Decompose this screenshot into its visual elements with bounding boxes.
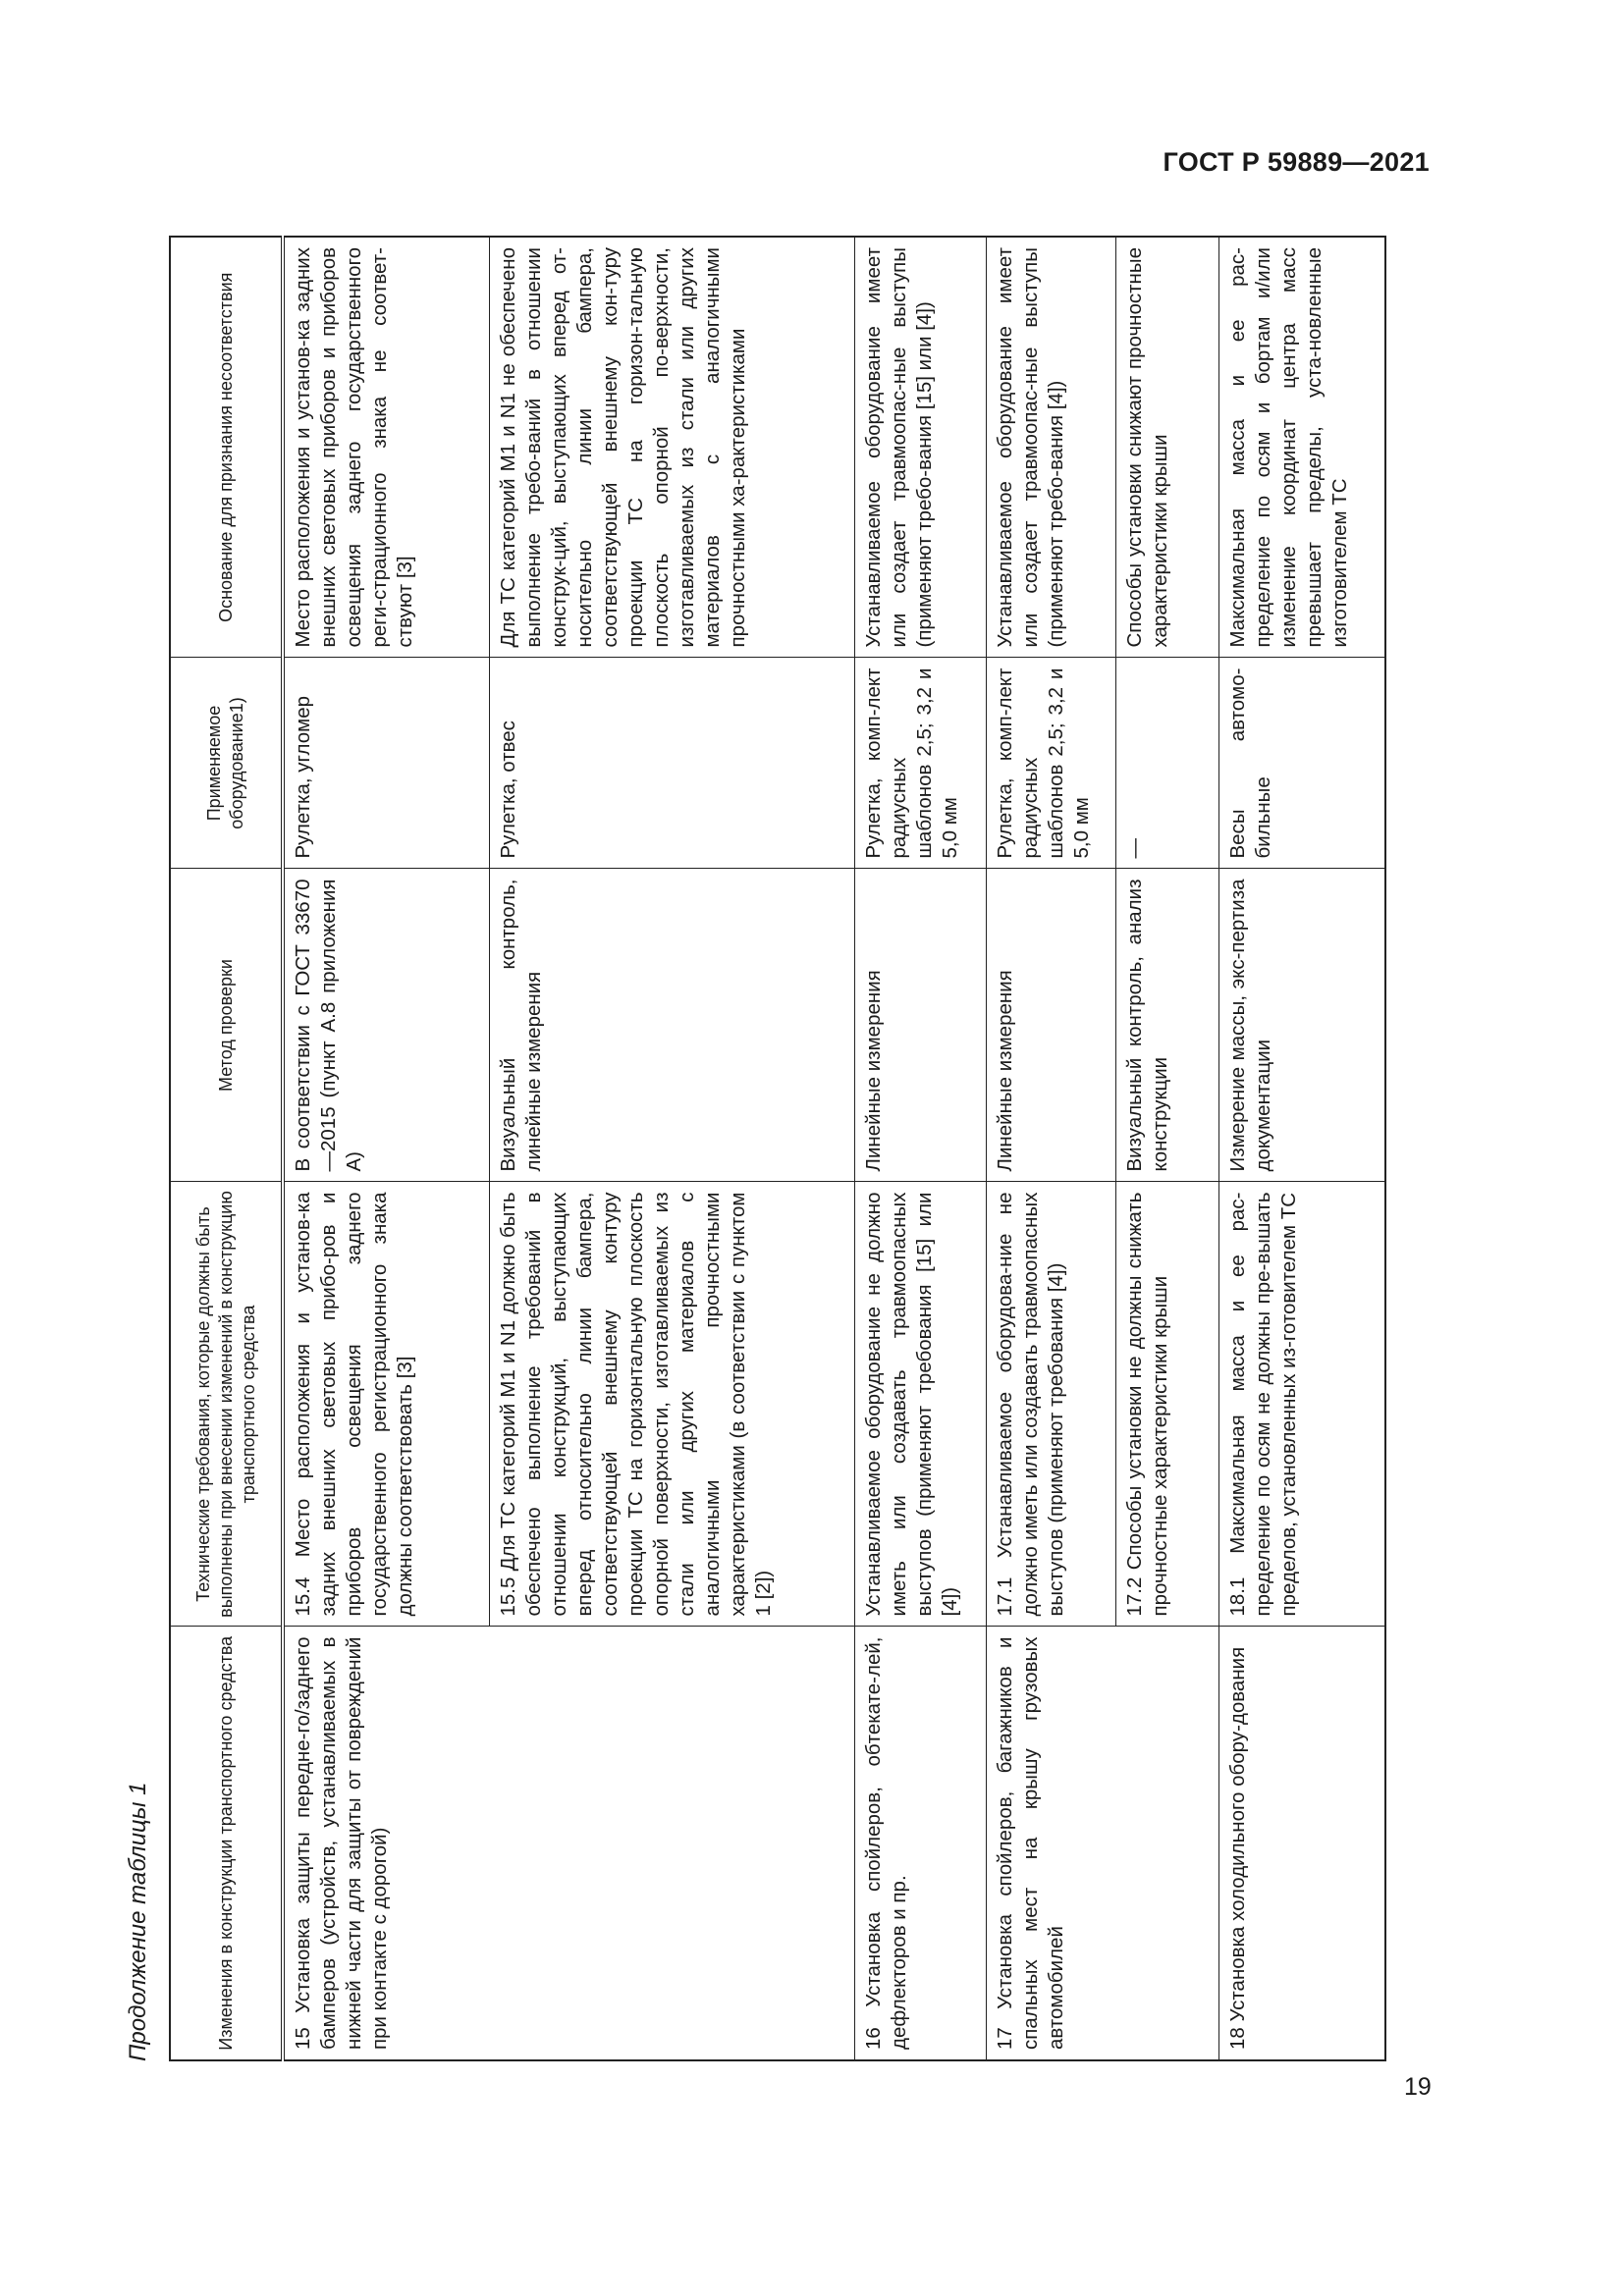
- cell-requirement: 15.4 Место расположения и установ-ка задних внешних световых прибо-ров и приборов освещения заднего государственного регистрационного знака должны соответствовать [3]: [283, 1182, 489, 1627]
- cell-method: Измерение массы, экс-пертиза документации: [1218, 869, 1385, 1182]
- cell-basis: Место расположения и установ-ка задних внешних световых приборов и приборов освещения заднего государственного реги-страционного знака не соответ-ствуют [3]: [283, 237, 489, 658]
- cell-equipment: —: [1115, 658, 1218, 869]
- cell-requirement: 17.1 Устанавливаемое оборудова-ние не должно иметь или создавать травмоопасных выступов (применяют требования [4]): [986, 1182, 1115, 1627]
- cell-basis: Способы установки снижают прочностные характеристики крыши: [1115, 237, 1218, 658]
- table-caption: Продолжение таблицы 1: [125, 1782, 151, 2061]
- cell-change: 18 Установка холодильного обору-дования: [1218, 1627, 1385, 2060]
- cell-requirement: 15.5 Для ТС категорий M1 и N1 должно быть обеспечено выполнение требований в отношении конструкций, выступающих вперед относительно линии бампера, соответствующей внешнему контуру проекции ТС на горизонтальную плоскость опорной поверхности, изготавливаемых из стали или других материалов с аналогичными прочностными характеристиками (в соответствии с пунктом 1 [2]): [489, 1182, 854, 1627]
- cell-equipment: Весы автомо-бильные: [1218, 658, 1385, 869]
- cell-requirement: 18.1 Максимальная масса и ее рас-пределение по осям не должны пре-вышать пределов, установленных из-готовителем ТС: [1218, 1182, 1385, 1627]
- rotated-table-block: [110, 216, 1416, 2061]
- cell-change: 15 Установка защиты передне-го/заднего бамперов (устройств, устанавливаемых в нижней части для защиты от повреждений при контакте с дорогой): [283, 1627, 854, 2060]
- cell-change: 16 Установка спойлеров, обтекате-лей, дефлекторов и пр.: [854, 1627, 986, 2060]
- standard-designation: ГОСТ Р 59889—2021: [1163, 147, 1430, 177]
- cell-basis: Устанавливаемое оборудование имеет или создает травмоопас-ные выступы (применяют требо-вания [4]): [986, 237, 1115, 658]
- table-row: [1218, 237, 1385, 2060]
- cell-method: Визуальный контроль, линейные измерения: [489, 869, 854, 1182]
- cell-equipment: Рулетка, комп-лект радиусных шаблонов 2,5; 3,2 и 5,0 мм: [986, 658, 1115, 869]
- table-row: [854, 237, 986, 2060]
- column-header-change: Изменения в конструкции транспортного средства: [170, 1627, 283, 2060]
- table-row: [986, 237, 1115, 2060]
- cell-equipment: Рулетка, угломер: [283, 658, 489, 869]
- cell-method: Визуальный контроль, анализ конструкции: [1115, 869, 1218, 1182]
- cell-equipment: Рулетка, комп-лект радиусных шаблонов 2,5; 3,2 и 5,0 мм: [854, 658, 986, 869]
- column-header-equipment: Применяемое оборудование1): [170, 658, 283, 869]
- cell-basis: Устанавливаемое оборудование имеет или создает травмоопас-ные выступы (применяют требо-вания [15] или [4]): [854, 237, 986, 658]
- cell-method: В соответствии с ГОСТ 33670—2015 (пункт А.8 приложения А): [283, 869, 489, 1182]
- requirements-table: [169, 236, 1386, 2061]
- cell-basis: Максимальная масса и ее рас-пределение по осям и бортам и/или изменение координат центра масс превышает пределы, уста-новленные изготовителем ТС: [1218, 237, 1385, 658]
- cell-method: Линейные измерения: [986, 869, 1115, 1182]
- table-header-row: [170, 237, 283, 2060]
- column-header-requirements: Технические требования, которые должны быть выполнены при внесении изменений в конструкцию транспортного средства: [170, 1182, 283, 1627]
- cell-equipment: Рулетка, отвес: [489, 658, 854, 869]
- column-header-basis: Основание для признания несоответствия: [170, 237, 283, 658]
- page-number: 19: [1404, 2073, 1432, 2101]
- cell-basis: Для ТС категорий M1 и N1 не обеспечено выполнение требо-ваний в отношении конструк-ций, выступающих вперед от-носительно линии бампера, соответствующей внешнему кон-туру проекции ТС на горизон-тальную плоскость опорной по-верхности, изготавливаемых из стали или других материалов с аналогичными прочностными ха-рактеристиками: [489, 237, 854, 658]
- cell-requirement: 17.2 Способы установки не должны снижать прочностные характеристики крыши: [1115, 1182, 1218, 1627]
- cell-requirement: Устанавливаемое оборудование не должно иметь или создавать травмоопасных выступов (применяют требования [15] или [4]): [854, 1182, 986, 1627]
- table-row: [283, 237, 489, 2060]
- cell-method: Линейные измерения: [854, 869, 986, 1182]
- column-header-method: Метод проверки: [170, 869, 283, 1182]
- cell-change: 17 Установка спойлеров, багажников и спальных мест на крышу грузовых автомобилей: [986, 1627, 1218, 2060]
